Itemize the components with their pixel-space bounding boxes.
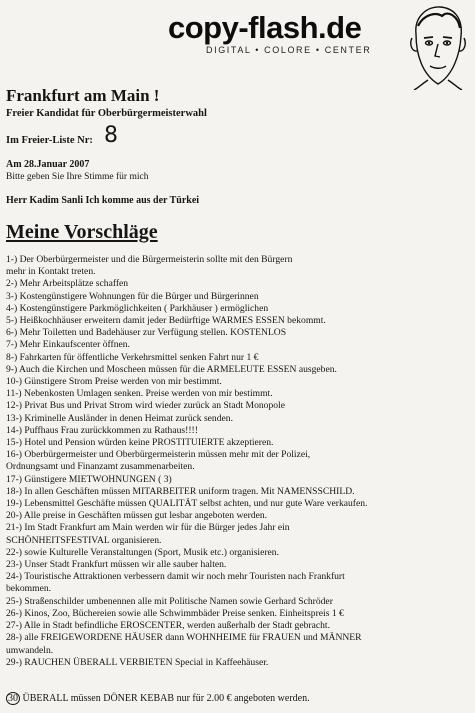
proposal-item: 5-) Heißkochhäuser erweitern damit jeder Bedürftige WARMES ESSEN bekommt. — [6, 315, 326, 327]
proposal-item-last — [6, 692, 310, 705]
proposal-item: 20-) Alle preise in Geschäften müssen gut lesbar angeboten werden. — [6, 510, 268, 522]
proposal-item: 2-) Mehr Arbeitsplätze schaffen — [6, 278, 129, 290]
proposal-item: 16-) Oberbürgermeister und Oberbürgermeisterin müssen mehr mit der Polizei, Ordnungsamt und Finanzamt zusammenarbeiten. — [6, 449, 311, 473]
proposal-item: 6-) Mehr Toiletten und Badehäuser zur Verfügung stellen. KOSTENLOS — [6, 327, 287, 339]
proposal-item: 4-) Kostengünstigere Parkmöglichkeiten ( Parkhäuser ) ermöglichen — [6, 302, 269, 314]
proposal-item: 12-) Privat Bus und Privat Strom wird wieder zurück an Stadt Monopole — [6, 400, 285, 412]
list-label: Im Freier-Liste Nr: — [6, 135, 93, 146]
proposal-item: 28-) alle FREIGEWORDENE HÄUSER dann WOHNHEIME für FRAUEN und MÄNNER umwandeln. — [6, 632, 362, 656]
proposal-list — [6, 254, 468, 669]
proposal-item: 15-) Hotel und Pension würden keine PROSTITUIERTE akzeptieren. — [6, 437, 274, 449]
proposal-item: 14-) Puffhaus Frau zurückkommen zu Rathaus!!!! — [6, 424, 198, 436]
vote-request: Bitte geben Sie Ihre Stimme für mich — [6, 172, 149, 182]
handwritten-list-number: 8 — [104, 123, 118, 148]
proposal-item: 22-) sowie Kulturelle Veranstaltungen (Sport, Musik etc.) organisieren. — [6, 546, 280, 558]
last-proposal-text: ÜBERALL müssen DÖNER KEBAB nur für 2.00 € angeboten werden. — [22, 693, 310, 704]
proposal-item: 10-) Günstigere Strom Preise werden von mir bestimmt. — [6, 376, 222, 388]
logo-wordmark: copy-flash.de — [168, 10, 362, 45]
page-title: Frankfurt am Main ! — [6, 86, 160, 105]
face-logo-icon — [408, 4, 468, 90]
proposal-item: 18-) In allen Geschäften müssen MITARBEITER uniform tragen. Mit NAMENSSCHILD. — [6, 485, 355, 497]
proposal-item: 24-) Touristische Attraktionen verbessern damit wir noch mehr Touristen nach Frankfurt bekommen. — [6, 571, 345, 595]
proposal-item: 19-) Lebensmittel Geschäfte müssen QUALITÄT selbst achten, und nur gute Ware verkaufen. — [6, 498, 368, 510]
proposal-item: 7-) Mehr Einkaufscenter öffnen. — [6, 339, 130, 351]
subtitle: Freier Kandidat für Oberbürgermeisterwahl — [6, 108, 207, 119]
proposal-item: 3-) Kostengünstigere Wohnungen für die Bürger und Bürgerinnen — [6, 290, 259, 302]
proposal-item: 25-) Straßenschilder umbenennen alle mit Politische Namen sowie Gerhard Schröder — [6, 595, 333, 607]
proposal-item: 26-) Kinos, Zoo, Büchereien sowie alle Schwimmbäder Preise senken. Einheitspreis 1 € — [6, 607, 344, 619]
proposal-item: 13-) Kriminelle Ausländer in denen Heimat zurück senden. — [6, 412, 233, 424]
circled-number: 30 — [8, 693, 18, 704]
proposal-item: 29-) RAUCHEN ÜBERALL VERBIETEN Special in Kaffeehäuser. — [6, 656, 269, 668]
proposal-item: 23-) Unser Stadt Frankfurt müssen wir alle sauber halten. — [6, 559, 227, 571]
proposal-item: 27-) Alle in Stadt befindliche EROSCENTER, werden außerhalb der Stadt gebracht. — [6, 620, 330, 632]
election-date: Am 28.Januar 2007 — [6, 159, 90, 170]
logo-tagline: DIGITAL • COLORE • CENTER — [206, 45, 372, 55]
proposal-item: 9-) Auch die Kirchen und Moscheen müssen für die ARMELEUTE ESSEN ausgeben. — [6, 363, 337, 375]
proposal-item: 11-) Nebenkosten Umlagen senken. Preise werden von mir bestimmt. — [6, 388, 273, 400]
proposal-item: 1-) Der Oberbürgermeister und die Bürgermeisterin sollte mit den Bürgern mehr in Kontakt treten. — [6, 254, 293, 278]
candidate-introduction: Herr Kadim Sanli Ich komme aus der Türkei — [6, 195, 200, 206]
proposal-item: 21-) Im Stadt Frankfurt am Main werden wir für die Bürger jedes Jahr ein SCHÖNHEITSFESTIVAL organisieren. — [6, 522, 290, 546]
section-heading: Meine Vorschläge — [6, 221, 158, 243]
proposal-item: 8-) Fahrkarten für öffentliche Verkehrsmittel senken Fahrt nur 1 € — [6, 351, 259, 363]
proposal-item: 17-) Günstigere MIETWOHNUNGEN ( 3) — [6, 473, 172, 485]
